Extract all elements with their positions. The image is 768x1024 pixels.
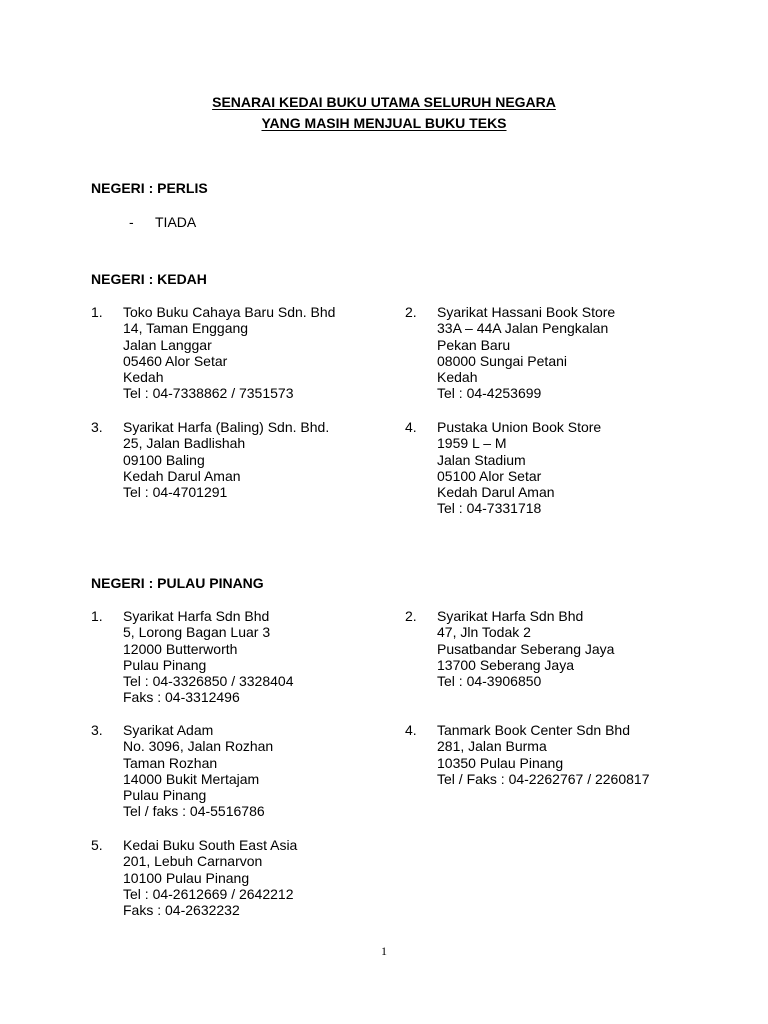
address-line: 5, Lorong Bagan Luar 3 [123,624,271,641]
address-line: Pulau Pinang [123,787,207,804]
store-name: Toko Buku Cahaya Baru Sdn. Bhd [123,304,336,320]
address-line: Kedah Darul Aman [437,484,555,501]
entry-number: 3. [91,722,103,738]
store-name: Syarikat Hassani Book Store [437,304,616,320]
address-line: 14, Taman Enggang [123,320,249,337]
address-line: 201, Lebuh Carnarvon [123,853,263,870]
no-stores-text: TIADA [155,214,197,230]
address-line: Jalan Stadium [437,451,526,468]
address-line: 10100 Pulau Pinang [123,869,250,886]
state-heading-pulau-pinang: NEGERI : PULAU PINANG [91,575,264,591]
address-line: Kedah Darul Aman [123,467,241,484]
state-heading-kedah: NEGERI : KEDAH [91,271,207,287]
address-line: Kedah [437,369,478,386]
page-number: 1 [381,944,387,958]
address-line: 1959 L – M [437,435,507,452]
phone-line: Tel / faks : 04-5516786 [123,803,265,820]
entry-number: 4. [405,419,417,435]
entry-number: 5. [91,837,103,853]
store-name: Pustaka Union Book Store [437,419,602,435]
phone-line: Tel : 04-7338862 / 7351573 [123,385,294,402]
address-line: Kedah [123,369,164,386]
address-line: No. 3096, Jalan Rozhan [123,738,274,755]
document-title-line-2: YANG MASIH MENJUAL BUKU TEKS [261,115,507,131]
entry-number: 2. [405,304,417,320]
entry-number: 2. [405,608,417,624]
fax-line: Faks : 04-3312496 [123,689,240,706]
address-line: 05100 Alor Setar [437,467,542,484]
phone-line: Tel : 04-3326850 / 3328404 [123,673,294,690]
address-line: 12000 Butterworth [123,640,238,657]
address-line: Jalan Langgar [123,336,212,353]
address-line: 10350 Pulau Pinang [437,754,564,771]
phone-line: Tel : 04-2612669 / 2642212 [123,885,294,902]
address-line: 13700 Seberang Jaya [437,656,574,673]
entry-number: 1. [91,608,103,624]
address-line: 281, Jalan Burma [437,738,547,755]
phone-line: Tel : 04-7331718 [437,500,542,517]
document-title-line-1: SENARAI KEDAI BUKU UTAMA SELURUH NEGARA [212,94,556,110]
phone-line: Tel / Faks : 04-2262767 / 2260817 [437,770,650,787]
list-dash: - [129,214,134,230]
phone-line: Tel : 04-4253699 [437,385,542,402]
store-name: Tanmark Book Center Sdn Bhd [437,722,630,738]
address-line: Pusatbandar Seberang Jaya [437,640,615,657]
store-name: Syarikat Harfa Sdn Bhd [437,608,584,624]
phone-line: Tel : 04-3906850 [437,673,542,690]
address-line: Taman Rozhan [123,754,218,771]
fax-line: Faks : 04-2632232 [123,902,240,919]
entry-number: 1. [91,304,103,320]
address-line: 47, Jln Todak 2 [437,624,531,641]
entry-number: 4. [405,722,417,738]
address-line: 08000 Sungai Petani [437,352,567,369]
store-name: Syarikat Harfa Sdn Bhd [123,608,270,624]
phone-line: Tel : 04-4701291 [123,484,228,501]
address-line: 09100 Baling [123,451,205,468]
state-heading-perlis: NEGERI : PERLIS [91,180,208,196]
store-name: Kedai Buku South East Asia [123,837,298,853]
entry-number: 3. [91,419,103,435]
address-line: 33A – 44A Jalan Pengkalan [437,320,609,337]
store-name: Syarikat Harfa (Baling) Sdn. Bhd. [123,419,330,435]
address-line: Pulau Pinang [123,656,207,673]
store-name: Syarikat Adam [123,722,214,738]
address-line: 25, Jalan Badlishah [123,435,246,452]
address-line: 14000 Bukit Mertajam [123,770,260,787]
address-line: Pekan Baru [437,336,511,353]
address-line: 05460 Alor Setar [123,352,228,369]
